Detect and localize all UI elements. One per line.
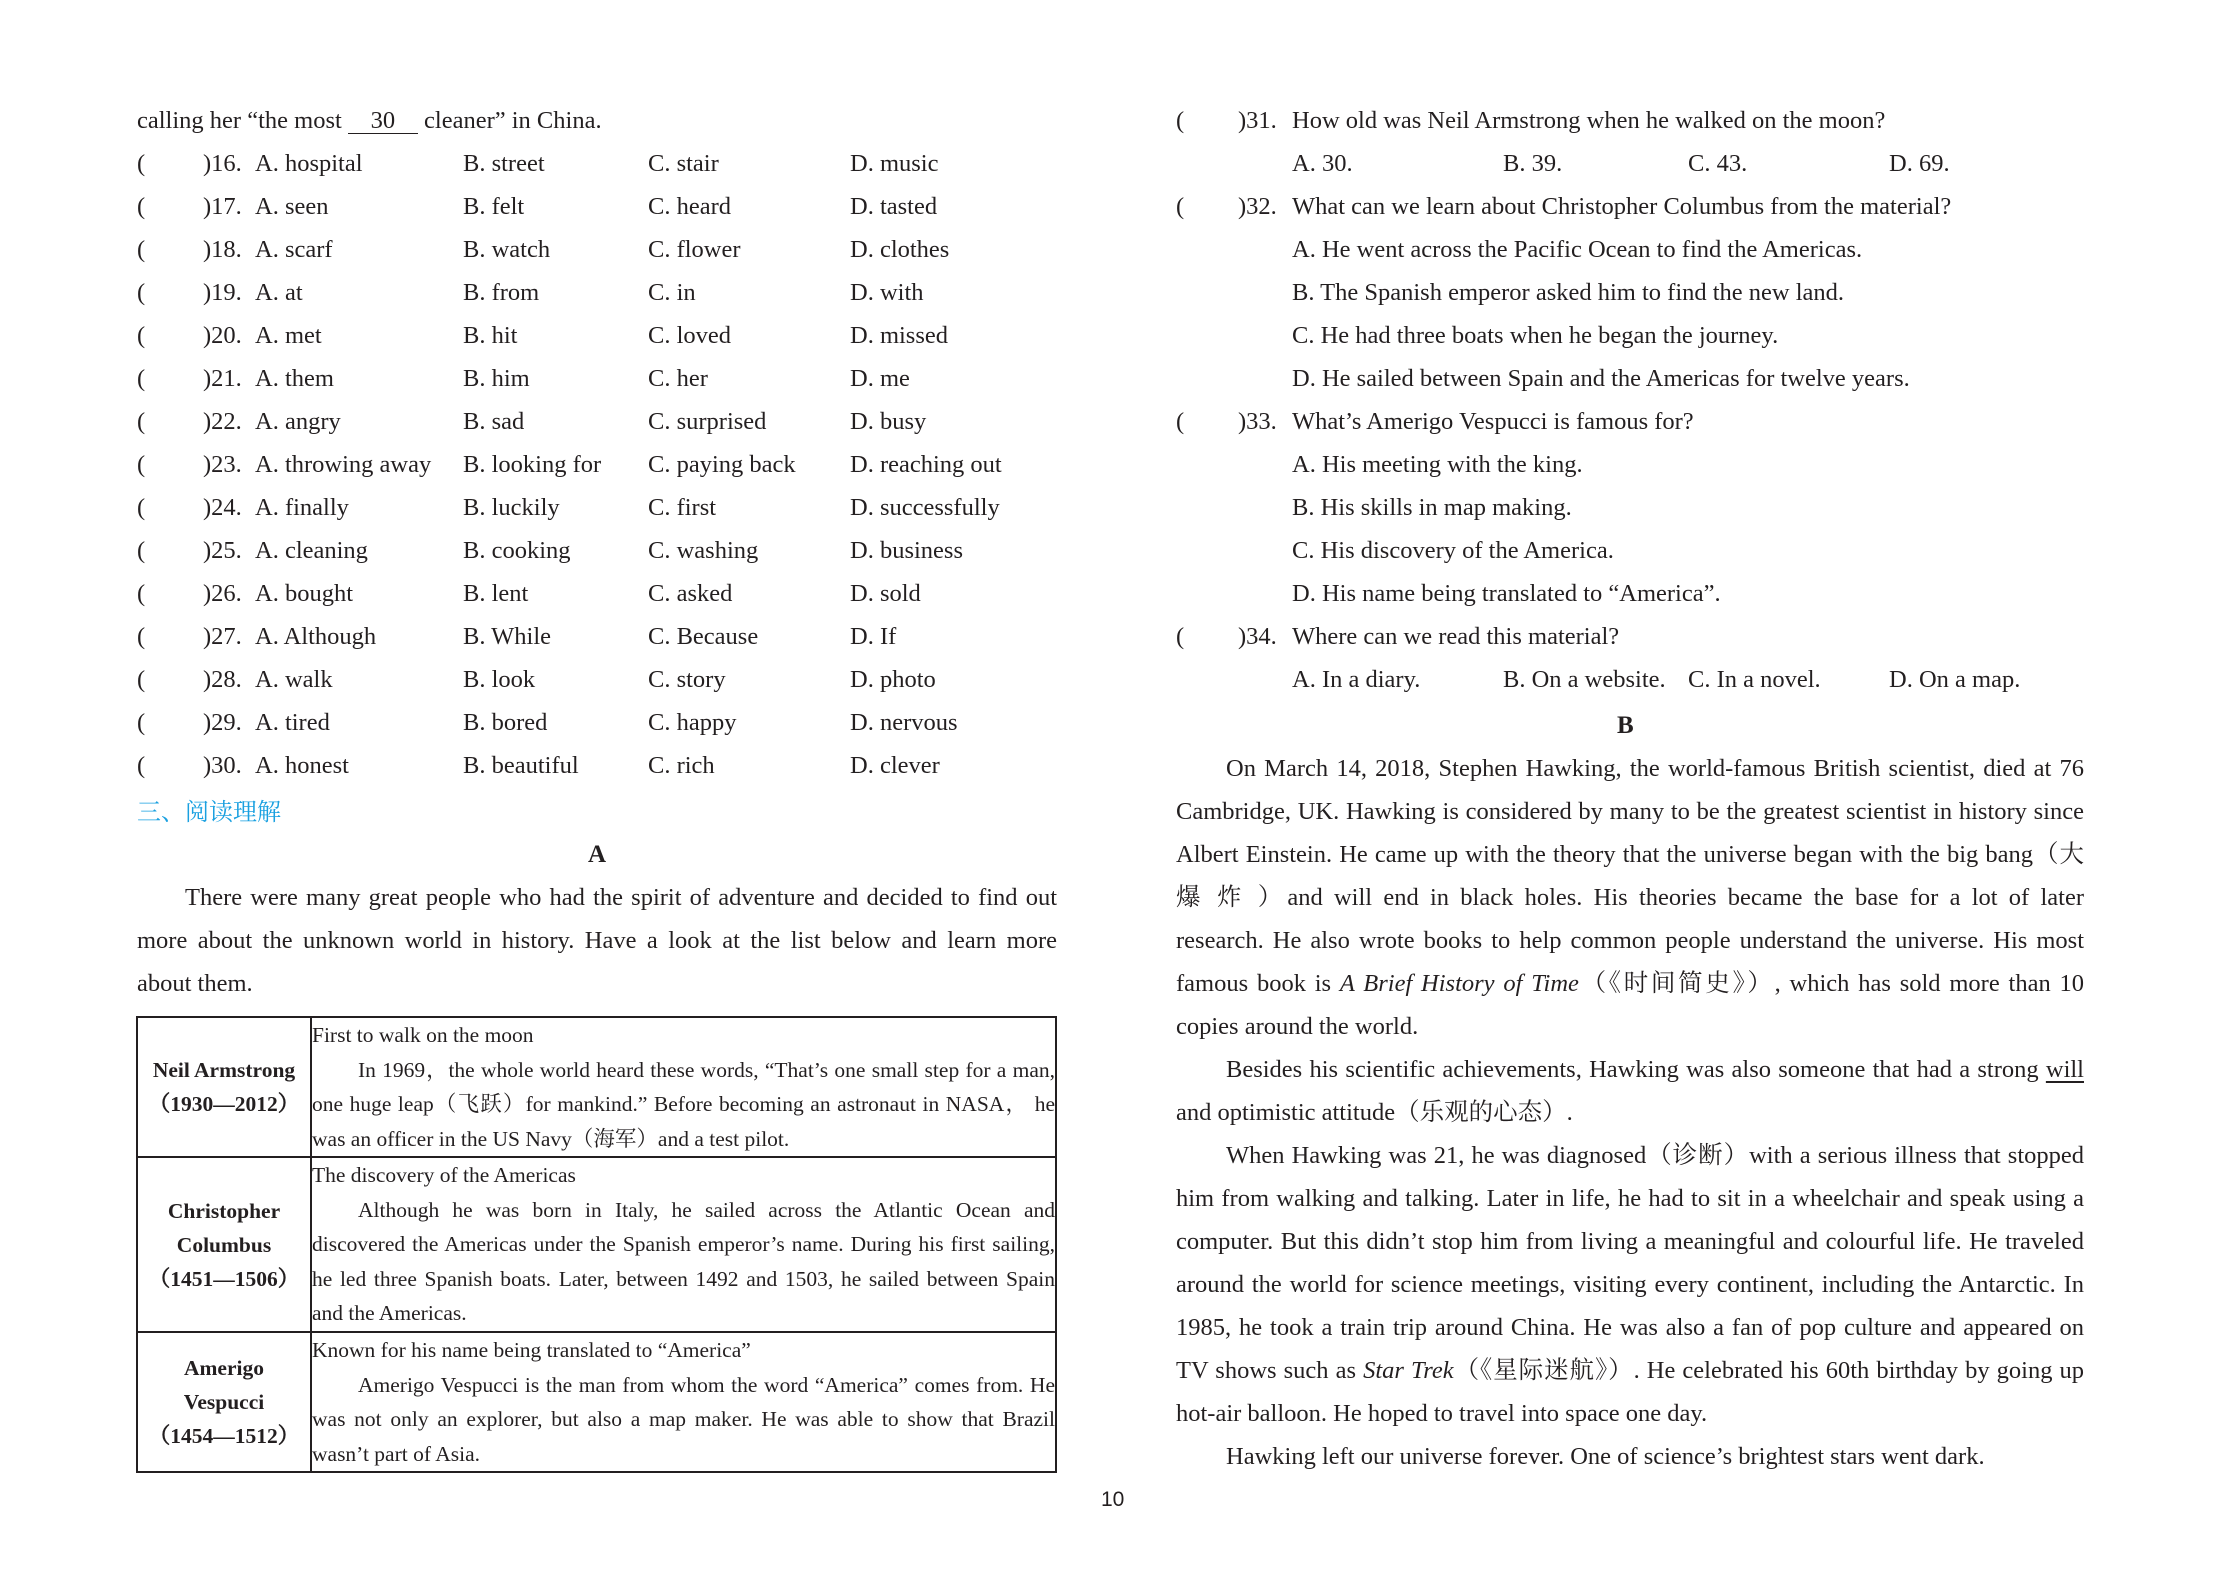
answer-paren: ( xyxy=(1176,623,1185,650)
option-c: C. Because xyxy=(648,623,759,650)
explorer-title: First to walk on the moon xyxy=(312,1023,534,1047)
option-b: B. watch xyxy=(463,236,551,263)
answer-paren: ( xyxy=(1176,408,1185,435)
option-d: D. business xyxy=(850,537,963,564)
passage-line: copies around the world. xyxy=(1176,1013,1419,1040)
answer-paren: ( xyxy=(137,709,146,736)
passage-a-intro-line: about them. xyxy=(137,970,253,997)
italic-title: A Brief History of Time xyxy=(1339,970,1579,997)
answer-paren: ( xyxy=(137,580,146,607)
explorer-title: The discovery of the Americas xyxy=(312,1163,576,1188)
option-b[interactable]: B. 39. xyxy=(1503,150,1563,177)
option-d: D. music xyxy=(850,150,939,177)
page-number: 10 xyxy=(1101,1488,1125,1511)
answer-paren: ( xyxy=(137,666,146,693)
passage-line: Hawking left our universe forever. One of science’s brightest stars went dark. xyxy=(1226,1443,1985,1470)
question-number: )29. xyxy=(203,709,242,736)
passage-b-heading: B xyxy=(1617,712,1634,739)
option-d[interactable]: D. He sailed between Spain and the Americas for twelve years. xyxy=(1292,365,1910,392)
question-number: )30. xyxy=(203,752,242,779)
option-b: B. from xyxy=(463,279,540,306)
underlined-word: will xyxy=(2045,1056,2084,1083)
table-row xyxy=(137,1017,1056,1157)
option-a: A. honest xyxy=(255,752,349,779)
table-row xyxy=(137,1157,1056,1332)
text-after: （《时间简史》）, which has sold more than 10 xyxy=(1578,970,2084,997)
option-b[interactable]: B. On a website. xyxy=(1503,666,1666,693)
answer-paren: ( xyxy=(137,236,146,263)
text-before: Besides his scientific achievements, Hawking was also someone that had a strong xyxy=(1226,1056,2046,1083)
question-number: )33. xyxy=(1238,408,1277,435)
option-d: D. If xyxy=(850,623,897,650)
explorer-name: Amerigo Vespucci xyxy=(183,1356,265,1414)
cloze-question-row[interactable] xyxy=(137,450,1057,480)
cloze-passage-end xyxy=(137,106,602,136)
question-number: )34. xyxy=(1238,623,1277,650)
answer-paren: ( xyxy=(137,494,146,521)
passage-line xyxy=(1176,1356,2084,1386)
question-stem: What’s Amerigo Vespucci is famous for? xyxy=(1292,408,1694,435)
explorer-body: Amerigo Vespucci is the man from whom the word “America” comes from. He was not only an explorer, but also a map maker. He was able to show that Brazil wasn’t part of Asia. xyxy=(312,1372,1055,1466)
option-c: C. happy xyxy=(648,709,737,736)
cloze-question-row[interactable] xyxy=(137,622,1057,652)
option-c: C. in xyxy=(648,279,696,306)
question-number: )28. xyxy=(203,666,242,693)
text-before: TV shows such as xyxy=(1176,1357,1364,1384)
option-d: D. reaching out xyxy=(850,451,1002,478)
cloze-question-row[interactable] xyxy=(137,536,1057,566)
answer-paren: ( xyxy=(137,537,146,564)
question-number: )19. xyxy=(203,279,242,306)
option-d[interactable]: D. On a map. xyxy=(1889,666,2021,693)
option-b: B. looking for xyxy=(463,451,602,478)
answer-paren: ( xyxy=(137,752,146,779)
passage-line xyxy=(1176,969,2084,999)
option-a: A. angry xyxy=(255,408,341,435)
option-c[interactable]: C. 43. xyxy=(1688,150,1748,177)
question-number: )18. xyxy=(203,236,242,263)
option-d: D. me xyxy=(850,365,910,392)
section-title-reading: 三、阅读理解 xyxy=(137,798,281,826)
explorer-desc-cell xyxy=(311,1157,1056,1332)
option-c: C. loved xyxy=(648,322,732,349)
blank-30: 30 xyxy=(348,109,418,134)
comprehension-question[interactable] xyxy=(1176,622,2086,652)
passage-line: around the world for science meetings, visiting every continent, including the Antarctic. In xyxy=(1176,1271,2084,1298)
intro-text-after: cleaner” in China. xyxy=(417,107,602,134)
question-number: )22. xyxy=(203,408,242,435)
passage-line: When Hawking was 21, he was diagnosed（诊断）with a serious illness that stopped xyxy=(1226,1142,2084,1169)
answer-paren: ( xyxy=(137,451,146,478)
explorer-title: Known for his name being translated to “America” xyxy=(312,1338,751,1362)
option-c: C. asked xyxy=(648,580,733,607)
cloze-question-row[interactable] xyxy=(137,493,1057,523)
answer-paren: ( xyxy=(137,623,146,650)
option-d: D. clever xyxy=(850,752,940,779)
option-d: D. photo xyxy=(850,666,936,693)
explorer-desc-cell xyxy=(311,1017,1056,1157)
answer-paren: ( xyxy=(137,365,146,392)
option-c[interactable]: C. In a novel. xyxy=(1688,666,1821,693)
option-d: D. busy xyxy=(850,408,927,435)
explorers-table xyxy=(136,1016,1057,1473)
passage-line: On March 14, 2018, Stephen Hawking, the world-famous British scientist, died at 76 xyxy=(1226,755,2084,782)
question-stem: How old was Neil Armstrong when he walked on the moon? xyxy=(1292,107,1886,134)
option-d: D. successfully xyxy=(850,494,1000,521)
question-number: )31. xyxy=(1238,107,1277,134)
option-a[interactable]: A. His meeting with the king. xyxy=(1292,451,1583,478)
option-a[interactable]: A. In a diary. xyxy=(1292,666,1421,693)
explorer-name-cell xyxy=(137,1157,311,1332)
answer-paren: ( xyxy=(1176,193,1185,220)
question-number: )25. xyxy=(203,537,242,564)
cloze-question-row[interactable] xyxy=(137,579,1057,609)
option-d[interactable]: D. His name being translated to “America”. xyxy=(1292,580,1721,607)
answer-paren: ( xyxy=(137,408,146,435)
option-b[interactable]: B. The Spanish emperor asked him to find the new land. xyxy=(1292,279,1845,306)
option-c: C. heard xyxy=(648,193,731,220)
option-c[interactable]: C. His discovery of the America. xyxy=(1292,537,1614,564)
question-number: )20. xyxy=(203,322,242,349)
cloze-question-row[interactable] xyxy=(137,407,1057,437)
option-b: B. hit xyxy=(463,322,518,349)
passage-a-intro-line: more about the unknown world in history. Have a look at the list below and learn more xyxy=(137,927,1057,954)
intro-text-before: calling her “the most xyxy=(137,107,348,134)
question-number: )16. xyxy=(203,150,242,177)
explorer-years: （1451—1506） xyxy=(148,1266,300,1291)
option-a: A. finally xyxy=(255,494,349,521)
answer-paren: ( xyxy=(137,150,146,177)
option-d: D. with xyxy=(850,279,924,306)
passage-a-heading: A xyxy=(588,841,607,868)
passage-line: Albert Einstein. He came up with the theory that the universe began with the big bang（大 xyxy=(1176,841,2084,868)
passage-line: computer. But this didn’t stop him from living a meaningful and colourful life. He traveled xyxy=(1176,1228,2084,1255)
question-stem: What can we learn about Christopher Columbus from the material? xyxy=(1292,193,1952,220)
passage-line: Cambridge, UK. Hawking is considered by many to be the greatest scientist in history since xyxy=(1176,798,2084,825)
explorer-years: （1930—2012） xyxy=(148,1092,300,1116)
option-c: C. washing xyxy=(648,537,759,564)
passage-line xyxy=(1176,1055,2084,1085)
option-d: D. nervous xyxy=(850,709,958,736)
passage-line: 爆 炸 ）and will end in black holes. His theories became the base for a lot of later xyxy=(1176,884,2084,911)
comprehension-question[interactable] xyxy=(1176,407,2086,437)
explorer-body: Although he was born in Italy, he sailed across the Atlantic Ocean and discovered the Americas under the Spanish emperor’s name. During his first sailing, he led three Spanish boats. Later, between 1492 and 1503, he sailed between Spain and the Americas. xyxy=(312,1197,1055,1326)
cloze-question-row[interactable] xyxy=(137,235,1057,265)
explorer-name-cell xyxy=(137,1017,311,1157)
option-d[interactable]: D. 69. xyxy=(1889,150,1950,177)
option-d: D. tasted xyxy=(850,193,938,220)
italic-title: Star Trek xyxy=(1363,1357,1454,1384)
option-c[interactable]: C. He had three boats when he began the journey. xyxy=(1292,322,1779,349)
passage-line: 1985, he took a train trip around China. He was also a fan of pop culture and appeared on xyxy=(1176,1314,2084,1341)
option-b: B. look xyxy=(463,666,536,693)
option-c: C. paying back xyxy=(648,451,796,478)
answer-paren: ( xyxy=(137,322,146,349)
question-number: )26. xyxy=(203,580,242,607)
option-c: C. first xyxy=(648,494,717,521)
cloze-question-row[interactable] xyxy=(137,278,1057,308)
passage-a-intro-line: There were many great people who had the spirit of adventure and decided to find out xyxy=(185,884,1057,911)
option-b: B. luckily xyxy=(463,494,560,521)
explorer-name: Christopher Columbus xyxy=(167,1198,281,1257)
option-c: C. surprised xyxy=(648,408,767,435)
question-number: )24. xyxy=(203,494,242,521)
passage-line: research. He also wrote books to help common people understand the universe. His most xyxy=(1176,927,2084,954)
option-c: C. story xyxy=(648,666,726,693)
option-a: A. cleaning xyxy=(255,537,368,564)
question-number: )27. xyxy=(203,623,242,650)
cloze-question-row[interactable] xyxy=(137,149,1057,179)
answer-paren: ( xyxy=(1176,107,1185,134)
option-c: C. rich xyxy=(648,752,715,779)
cloze-question-row[interactable] xyxy=(137,364,1057,394)
question-number: )23. xyxy=(203,451,242,478)
option-a: A. tired xyxy=(255,709,330,736)
option-a: A. seen xyxy=(255,193,329,220)
option-b: B. beautiful xyxy=(463,752,579,779)
option-a[interactable]: A. 30. xyxy=(1292,150,1353,177)
question-number: )21. xyxy=(203,365,242,392)
explorer-body: In 1969，the whole world heard these words, “That’s one small step for a man, one huge leap（飞跃）for mankind.” Before becoming an astronaut in NASA， he was an officer in the US Navy（海军）and a test pilot. xyxy=(312,1057,1055,1151)
answer-paren: ( xyxy=(137,193,146,220)
option-d: D. clothes xyxy=(850,236,950,263)
option-b: B. street xyxy=(463,150,545,177)
cloze-question-row[interactable] xyxy=(137,321,1057,351)
inline-options-row xyxy=(1176,665,2086,695)
explorer-name: Neil Armstrong xyxy=(152,1058,296,1082)
option-b: B. bored xyxy=(463,709,548,736)
passage-line: and optimistic attitude（乐观的心态）. xyxy=(1176,1099,1573,1126)
text-before: famous book is xyxy=(1176,970,1340,997)
option-b: B. lent xyxy=(463,580,529,607)
option-a: A. at xyxy=(255,279,303,306)
passage-line: him from walking and talking. Later in life, he had to sit in a wheelchair and speak using a xyxy=(1176,1185,2084,1212)
option-a: A. throwing away xyxy=(255,451,432,478)
inline-options-row xyxy=(1176,149,2086,179)
option-d: D. missed xyxy=(850,322,948,349)
option-d: D. sold xyxy=(850,580,921,607)
option-a: A. met xyxy=(255,322,322,349)
option-b[interactable]: B. His skills in map making. xyxy=(1292,494,1572,521)
option-a: A. scarf xyxy=(255,236,333,263)
question-number: )17. xyxy=(203,193,242,220)
option-a: A. them xyxy=(255,365,334,392)
explorer-years: （1454—1512） xyxy=(148,1424,300,1448)
option-c: C. her xyxy=(648,365,708,392)
question-stem: Where can we read this material? xyxy=(1292,623,1620,650)
option-a: A. bought xyxy=(255,580,353,607)
option-b: B. him xyxy=(463,365,530,392)
option-b: B. While xyxy=(463,623,552,650)
option-b: B. felt xyxy=(463,193,525,220)
comprehension-question[interactable] xyxy=(1176,192,2086,222)
option-c: C. flower xyxy=(648,236,741,263)
option-a: A. hospital xyxy=(255,150,363,177)
option-a[interactable]: A. He went across the Pacific Ocean to find the Americas. xyxy=(1292,236,1863,263)
question-number: )32. xyxy=(1238,193,1277,220)
comprehension-question[interactable] xyxy=(1176,106,2086,136)
answer-paren: ( xyxy=(137,279,146,306)
table-row xyxy=(137,1332,1056,1472)
cloze-question-row[interactable] xyxy=(137,708,1057,738)
option-b: B. cooking xyxy=(463,537,571,564)
passage-line: hot-air balloon. He hoped to travel into space one day. xyxy=(1176,1400,1708,1427)
option-a: A. walk xyxy=(255,666,333,693)
option-c: C. stair xyxy=(648,150,719,177)
cloze-question-row[interactable] xyxy=(137,751,1057,781)
option-a: A. Although xyxy=(255,623,377,650)
option-b: B. sad xyxy=(463,408,525,435)
text-after: （《星际迷航》）. He celebrated his 60th birthday by going up xyxy=(1453,1357,2084,1384)
cloze-question-row[interactable] xyxy=(137,665,1057,695)
explorer-desc-cell xyxy=(311,1332,1056,1472)
cloze-question-row[interactable] xyxy=(137,192,1057,222)
explorer-name-cell xyxy=(137,1332,311,1472)
